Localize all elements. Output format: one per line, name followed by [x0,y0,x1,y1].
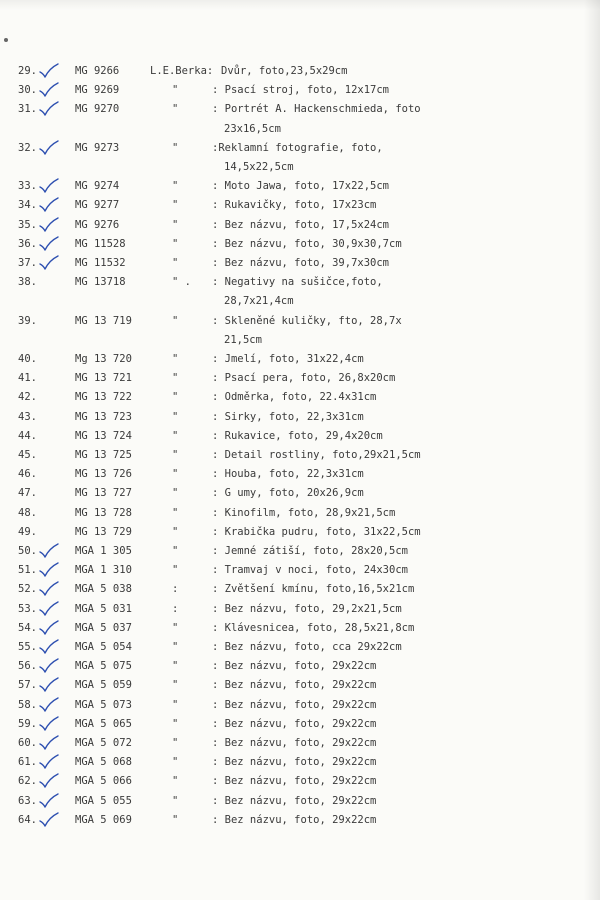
author-cell: " [172,449,179,461]
item-number: 60. [18,737,37,749]
author-cell: " [172,525,179,538]
item-description: : Skleněné kuličky, fto, 28,7x [212,314,402,327]
author-cell: " [172,679,179,692]
item-description: : Zvětšení kmínu, foto,16,5x21cm [212,583,415,596]
inventory-number: MGA 5 075 [75,660,132,673]
page-shadow-top [0,0,600,10]
item-number: 41. [18,372,37,385]
inventory-number: MGA 5 059 [75,679,132,692]
item-number: 51. [18,564,37,577]
item-description: : Moto Jawa, foto, 17x22,5cm [212,180,390,193]
item-description: : Bez názvu, foto, cca 29x22cm [212,641,402,653]
author-cell: " [172,698,179,711]
inventory-number: MGA 5 037 [75,621,132,634]
item-description: : Odměrka, foto, 22.4x31cm [212,391,377,404]
author-cell: " [172,756,179,769]
inventory-number: MG 9270 [75,103,120,116]
item-number: 58. [18,698,37,711]
author-cell: " [172,237,179,250]
inventory-number: MG 9266 [75,65,120,77]
item-number: 63. [18,794,37,807]
inventory-number: MG 13 724 [75,429,132,442]
checkmark-icon [38,812,60,828]
item-description: : Portrét A. Hackenschmieda, foto [212,103,421,116]
item-number: 33. [18,180,37,193]
author-cell: " [172,257,179,269]
checkmark-icon [38,63,60,79]
checkmark-icon [38,236,60,252]
author-cell: " [172,660,179,673]
inventory-number: MG 13 719 [75,314,132,327]
item-number: 57. [18,679,37,692]
item-number: 62. [18,775,37,788]
author-cell: " [172,314,179,327]
item-description: : Psací pera, foto, 26,8x20cm [212,372,396,385]
item-number: 56. [18,660,37,673]
inventory-number: MGA 5 072 [75,737,132,749]
item-description: 23x16,5cm [224,122,281,135]
item-description: :Reklamní fotografie, foto, [212,141,383,154]
checkmark-icon [38,735,60,751]
checkmark-icon [38,639,60,655]
author-cell: " [172,621,179,634]
item-description: : Negativy na sušičce,foto, [212,276,383,289]
inventory-number: MG 11532 [75,257,126,269]
inventory-number: MG 13718 [75,276,126,289]
inventory-number: MGA 5 073 [75,698,132,711]
item-number: 43. [18,410,37,423]
item-description: 21,5cm [224,333,262,346]
author-cell: " [172,410,179,423]
item-description: : Houba, foto, 22,3x31cm [212,468,364,481]
author-cell: " [172,813,179,826]
item-description: : Bez názvu, foto, 29x22cm [212,717,377,730]
item-description: 28,7x21,4cm [224,295,294,308]
inventory-number: MGA 5 054 [75,641,132,653]
item-number: 50. [18,545,37,557]
author-cell: " [172,353,179,365]
checkmark-icon [38,793,60,809]
inventory-number: MG 13 729 [75,525,132,538]
inventory-number: MGA 5 031 [75,602,132,615]
punch-dot [4,38,8,42]
author-cell: " [172,391,179,404]
inventory-number: MGA 5 069 [75,813,132,826]
checkmark-icon [38,754,60,770]
inventory-number: MG 13 722 [75,391,132,404]
author-cell: " [172,506,179,519]
checkmark-icon [38,658,60,674]
inventory-number: MG 13 721 [75,372,132,385]
item-description: : Rukavičky, foto, 17x23cm [212,199,377,212]
author-cell: " [172,794,179,807]
author-cell: " [172,468,179,481]
checkmark-icon [38,773,60,789]
item-number: 52. [18,583,37,596]
checkmark-icon [38,101,60,117]
checkmark-icon [38,562,60,578]
item-description: : Detail rostliny, foto,29x21,5cm [212,449,421,461]
checkmark-icon [38,543,60,559]
item-number: 61. [18,756,37,769]
author-cell: : [172,602,179,615]
inventory-number: MGA 1 310 [75,564,132,577]
item-description: : Bez názvu, foto, 29,2x21,5cm [212,602,402,615]
item-description: : Krabička pudru, foto, 31x22,5cm [212,525,421,538]
item-number: 47. [18,487,37,500]
item-description: : Bez názvu, foto, 29x22cm [212,756,377,769]
inventory-number: MG 13 723 [75,410,132,423]
inventory-number: MG 13 728 [75,506,132,519]
inventory-number: MG 9273 [75,141,120,154]
item-description: : Bez názvu, foto, 29x22cm [212,698,377,711]
checkmark-icon [38,255,60,271]
checkmark-icon [38,677,60,693]
item-description: : G umy, foto, 20x26,9cm [212,487,364,500]
inventory-number: MGA 5 038 [75,583,132,596]
inventory-number: MG 9274 [75,180,120,193]
inventory-number: MG 13 726 [75,468,132,481]
author-cell: " [172,717,179,730]
inventory-number: MGA 5 055 [75,794,132,807]
item-number: 53. [18,602,37,615]
author-cell: " [172,372,179,385]
item-description: : Bez názvu, foto, 29x22cm [212,660,377,673]
item-number: 32. [18,141,37,154]
item-number: 54. [18,621,37,634]
checkmark-icon [38,82,60,98]
item-number: 29. [18,65,37,77]
author-cell: : [172,583,179,596]
item-description: : Bez názvu, foto, 29x22cm [212,679,377,692]
item-number: 48. [18,506,37,519]
author-cell: " [172,737,179,749]
item-number: 64. [18,813,37,826]
checkmark-icon [38,716,60,732]
item-description: : Bez názvu, foto, 39,7x30cm [212,257,390,269]
author-cell: " [172,487,179,500]
item-number: 45. [18,449,37,461]
item-number: 38. [18,276,37,289]
author-cell: " [172,564,179,577]
item-number: 31. [18,103,37,116]
item-number: 37. [18,257,37,269]
checkmark-icon [38,581,60,597]
author-cell: " [172,429,179,442]
item-number: 44. [18,429,37,442]
checkmark-icon [38,601,60,617]
item-description: : Bez názvu, foto, 30,9x30,7cm [212,237,402,250]
inventory-number: Mg 13 720 [75,353,132,365]
inventory-number: MG 9269 [75,84,120,97]
item-number: 55. [18,641,37,653]
checkmark-icon [38,697,60,713]
author-cell: " . [172,276,191,289]
item-description: : Tramvaj v noci, foto, 24x30cm [212,564,408,577]
item-number: 59. [18,717,37,730]
item-number: 34. [18,199,37,212]
author-cell: L.E.Berka: [150,65,214,77]
author-cell: " [172,218,179,231]
item-description: : Kinofilm, foto, 28,9x21,5cm [212,506,396,519]
item-number: 42. [18,391,37,404]
item-description: : Bez názvu, foto, 29x22cm [212,813,377,826]
item-description: : Bez názvu, foto, 29x22cm [212,794,377,807]
inventory-number: MGA 1 305 [75,545,132,557]
item-description: : Rukavice, foto, 29,4x20cm [212,429,383,442]
author-cell: " [172,775,179,788]
item-number: 49. [18,525,37,538]
inventory-number: MG 9277 [75,199,120,212]
author-cell: " [172,141,179,154]
item-number: 35. [18,218,37,231]
item-number: 46. [18,468,37,481]
item-number: 40. [18,353,37,365]
inventory-number: MG 13 725 [75,449,132,461]
item-description: : Klávesnicea, foto, 28,5x21,8cm [212,621,415,634]
checkmark-icon [38,140,60,156]
checkmark-icon [38,620,60,636]
item-description: : Bez názvu, foto, 29x22cm [212,775,377,788]
author-cell: " [172,180,179,193]
author-cell: " [172,103,179,116]
author-cell: " [172,199,179,212]
item-number: 36. [18,237,37,250]
inventory-number: MG 13 727 [75,487,132,500]
item-description: Dvůr, foto,23,5x29cm [221,65,348,77]
item-description: : Bez názvu, foto, 29x22cm [212,737,377,749]
checkmark-icon [38,197,60,213]
author-cell: " [172,641,179,653]
item-number: 30. [18,84,37,97]
item-description: : Psací stroj, foto, 12x17cm [212,84,390,97]
inventory-number: MG 11528 [75,237,126,250]
checkmark-icon [38,217,60,233]
item-description: : Jmelí, foto, 31x22,4cm [212,353,364,365]
inventory-number: MGA 5 065 [75,717,132,730]
inventory-number: MG 9276 [75,218,120,231]
item-description: : Bez názvu, foto, 17,5x24cm [212,218,390,231]
page-shadow-right [584,0,600,900]
author-cell: " [172,545,179,557]
inventory-number: MGA 5 066 [75,775,132,788]
checkmark-icon [38,178,60,194]
item-number: 39. [18,314,37,327]
item-description: 14,5x22,5cm [224,161,294,173]
author-cell: " [172,84,179,97]
inventory-number: MGA 5 068 [75,756,132,769]
item-description: : Sirky, foto, 22,3x31cm [212,410,364,423]
item-description: : Jemné zátiší, foto, 28x20,5cm [212,545,408,557]
